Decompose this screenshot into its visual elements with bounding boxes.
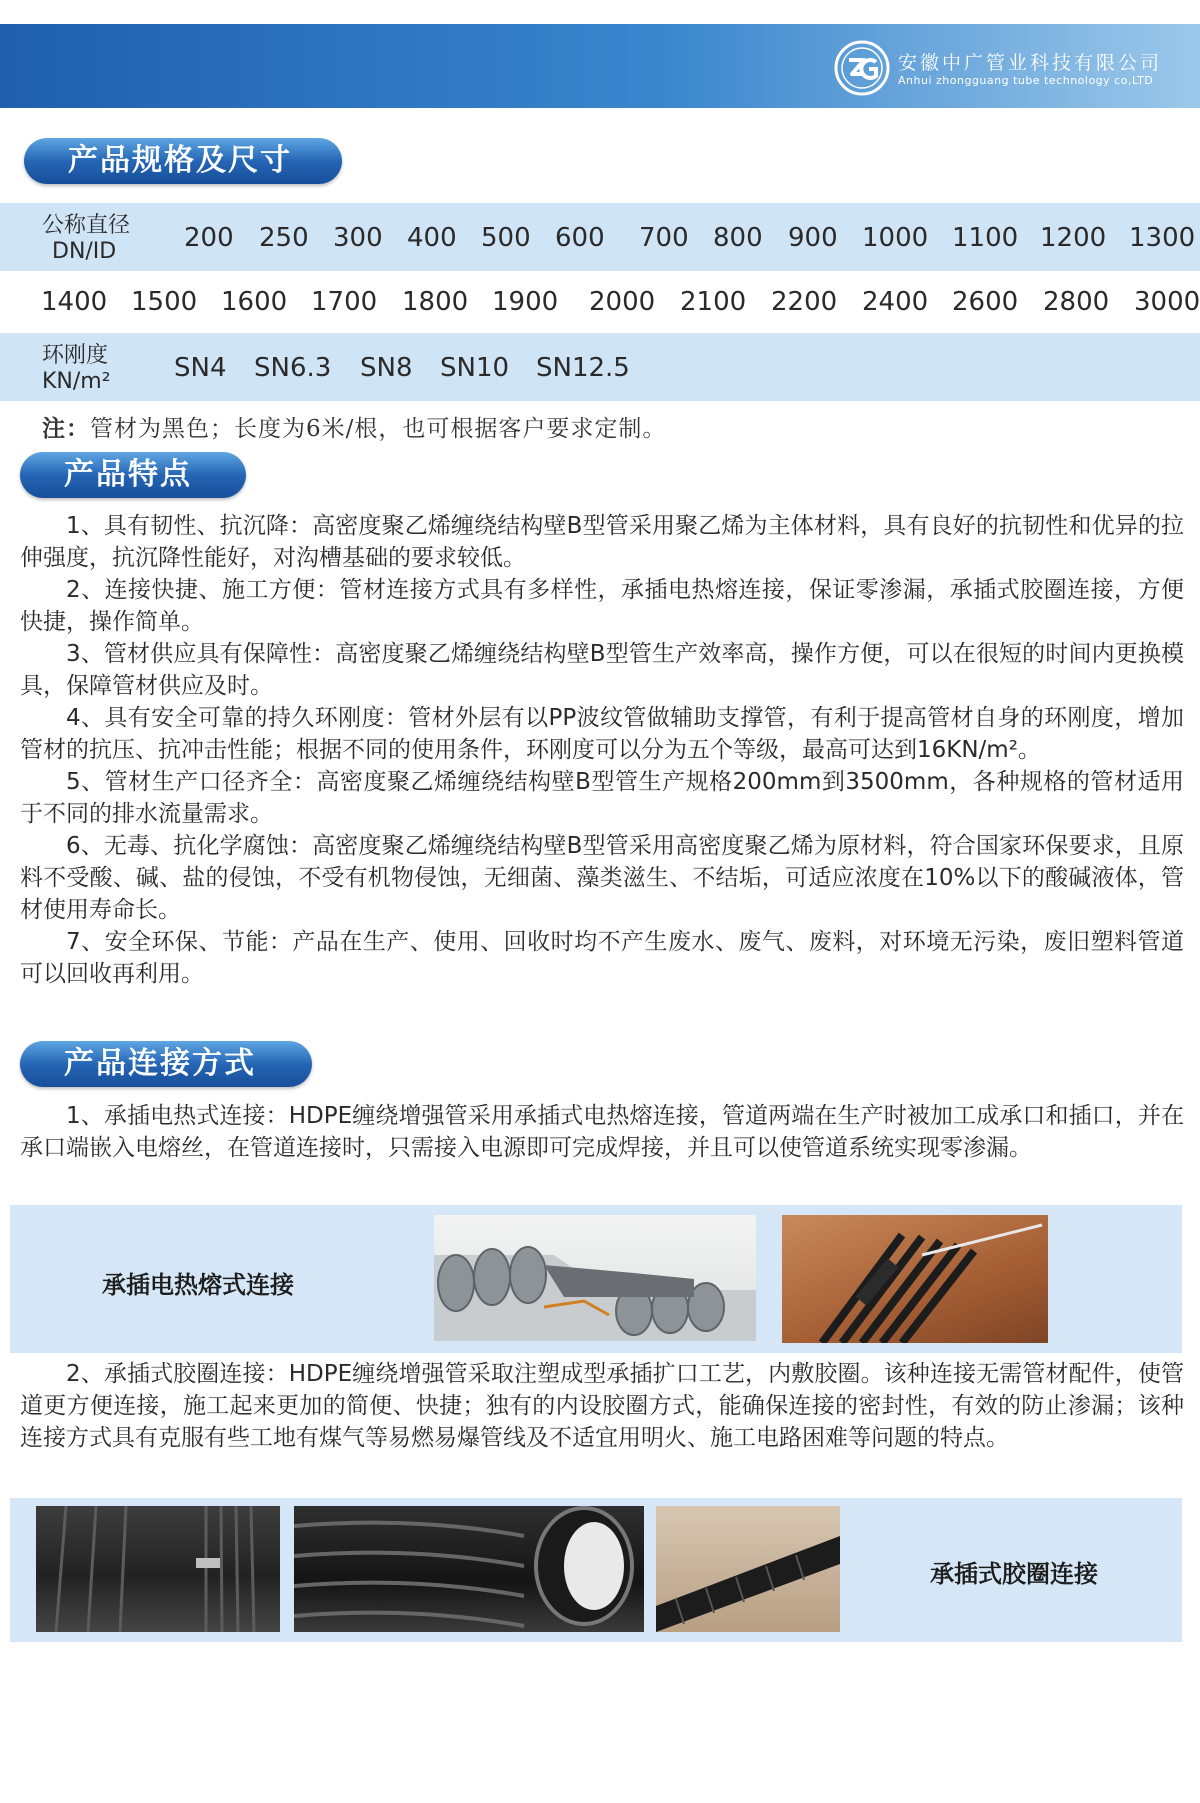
- note-text: 管材为黑色；长度为6米/根，也可根据客户要求定制。: [90, 416, 667, 442]
- section-title-specs: 产品规格及尺寸: [24, 138, 342, 184]
- stiffness-label-line1: 环刚度: [42, 343, 109, 368]
- electrofusion-site-photo: [782, 1215, 1048, 1343]
- spec-row-stiffness: [0, 333, 1200, 401]
- rubber-ring-site-photo: [656, 1506, 840, 1632]
- stiffness-cell: SN4: [174, 353, 227, 383]
- connection-method-1-text: 1、承插电热式连接：HDPE缠绕增强管采用承插式电热熔连接，管道两端在生产时被加工成承口和插口，并在承口端嵌入电熔丝，在管道连接时，只需接入电源即可完成焊接，并且可以使管道系统实现零渗漏。: [20, 1103, 1184, 1161]
- stiffness-cell: SN6.3: [254, 353, 332, 383]
- diameter-cell: 2100: [680, 287, 747, 317]
- stiffness-label: [42, 343, 111, 395]
- note-label: 注：: [42, 416, 90, 442]
- diameter-label-line1: 公称直径: [42, 213, 131, 238]
- diameter-label-line2: DN/ID: [52, 239, 117, 264]
- rubber-ring-pipe-photo-2: [294, 1506, 644, 1632]
- diameter-cell: 1400: [41, 287, 108, 317]
- diameter-cell: 1900: [492, 287, 559, 317]
- stiffness-label-line2: KN/m²: [42, 369, 111, 394]
- feature-item: 1、具有韧性、抗沉降：高密度聚乙烯缠绕结构壁B型管采用聚乙烯为主体材料，具有良好的抗韧性和优异的拉伸强度，抗沉降性能好，对沟槽基础的要求较低。: [20, 513, 1184, 571]
- diameter-cell: 800: [713, 223, 763, 253]
- feature-item: 4、具有安全可靠的持久环刚度：管材外层有以PP波纹管做辅助支撑管，有利于提高管材自身的环刚度，增加管材的抗压、抗冲击性能；根据不同的使用条件，环刚度可以分为五个等级，最高可达到16KN/m²。: [20, 705, 1184, 763]
- diameter-cell: 1800: [402, 287, 469, 317]
- diameter-cell: 400: [407, 223, 457, 253]
- feature-item: 6、无毒、抗化学腐蚀：高密度聚乙烯缠绕结构壁B型管采用高密度聚乙烯为原材料，符合国家环保要求，且原料不受酸、碱、盐的侵蚀，不受有机物侵蚀，无细菌、藻类滋生、不结垢，可适应浓度在10%以下的酸碱液体，管材使用寿命长。: [20, 833, 1184, 923]
- company-name-en: Anhui zhongguang tube technology co,LTD: [898, 74, 1154, 87]
- section-title-features: 产品特点: [20, 452, 246, 498]
- panel-electrofusion-caption: 承插电热熔式连接: [102, 1271, 294, 1299]
- feature-item: 3、管材供应具有保障性：高密度聚乙烯缠绕结构壁B型管生产效率高，操作方便，可以在很短的时间内更换模具，保障管材供应及时。: [20, 641, 1184, 699]
- feature-item: 5、管材生产口径齐全：高密度聚乙烯缠绕结构壁B型管生产规格200mm到3500mm，各种规格的管材适用于不同的排水流量需求。: [20, 769, 1184, 827]
- diameter-cell: 2400: [862, 287, 929, 317]
- diameter-cell: 2000: [589, 287, 656, 317]
- connection-method-2-text: 2、承插式胶圈连接：HDPE缠绕增强管采取注塑成型承插扩口工艺，内敷胶圈。该种连接无需管材配件，使管道更方便连接，施工起来更加的简便、快捷；独有的内设胶圈方式，能确保连接的密封性，有效的防止渗漏；该种连接方式具有克服有些工地有煤气等易燃易爆管线及不适宜用明火、施工电路困难等问题的特点。: [20, 1361, 1184, 1451]
- diameter-cell: 2600: [952, 287, 1019, 317]
- diameter-cell: 1600: [221, 287, 288, 317]
- rubber-ring-pipe-photo-1: [36, 1506, 280, 1632]
- feature-item: 7、安全环保、节能：产品在生产、使用、回收时均不产生废水、废气、废料，对环境无污染，废旧塑料管道可以回收再利用。: [20, 929, 1184, 987]
- electrofusion-diagram-image: [434, 1215, 756, 1341]
- panel-rubber-ring: [10, 1498, 1182, 1642]
- section-title-connection: 产品连接方式: [20, 1041, 312, 1087]
- diameter-cell: 3000: [1134, 287, 1200, 317]
- diameter-cell: 500: [481, 223, 531, 253]
- spec-row-diameters-2: [0, 271, 1200, 333]
- stiffness-cell: SN10: [440, 353, 510, 383]
- panel-electrofusion: [10, 1205, 1182, 1353]
- diameter-cell: 1200: [1040, 223, 1107, 253]
- spec-row-diameters-1: [0, 203, 1200, 271]
- diameter-cell: 1500: [131, 287, 198, 317]
- zg-logo-icon: [834, 40, 890, 96]
- diameter-cell: 1100: [952, 223, 1019, 253]
- feature-item: 2、连接快捷、施工方便：管材连接方式具有多样性，承插电热熔连接，保证零渗漏，承插式胶圈连接，方便快捷，操作简单。: [20, 577, 1184, 635]
- diameter-cell: 1000: [862, 223, 929, 253]
- spec-note: [42, 410, 666, 443]
- diameter-cell: 2800: [1043, 287, 1110, 317]
- stiffness-cell: SN12.5: [536, 353, 630, 383]
- diameter-cell: 2200: [771, 287, 838, 317]
- connection-method-2: [20, 1358, 1184, 1454]
- panel-rubber-ring-caption: 承插式胶圈连接: [930, 1560, 1098, 1588]
- diameter-cell: 900: [788, 223, 838, 253]
- diameter-cell: 250: [259, 223, 309, 253]
- features-list: [20, 510, 1184, 990]
- company-name-cn: 安徽中广管业科技有限公司: [898, 52, 1163, 74]
- diameter-cell: 1700: [311, 287, 378, 317]
- diameter-cell: 600: [555, 223, 605, 253]
- stiffness-cell: SN8: [360, 353, 413, 383]
- diameter-cell: 300: [333, 223, 383, 253]
- page-header: [0, 0, 1200, 108]
- diameter-label: [42, 213, 130, 265]
- connection-method-1: [20, 1100, 1184, 1164]
- diameter-cell: 200: [184, 223, 234, 253]
- diameter-cell: 1300: [1129, 223, 1196, 253]
- diameter-cell: 700: [639, 223, 689, 253]
